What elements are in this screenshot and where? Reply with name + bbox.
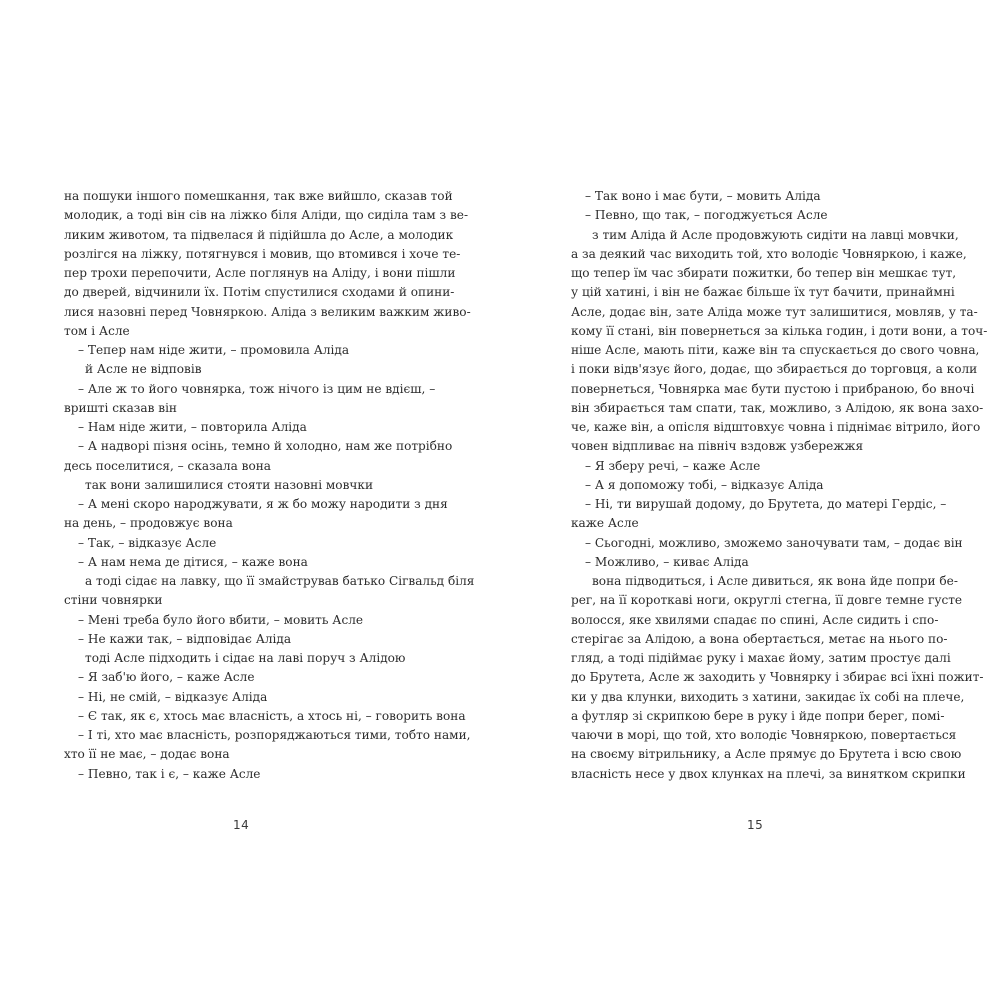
text-line: розлігся на ліжку, потягнувся і мовив, що втомився і хоче те-	[64, 246, 461, 261]
text-line: і поки відв'язує його, додає, що збирається до торговця, а коли	[571, 362, 978, 377]
text-line: так вони залишилися стояти назовні мовчки	[85, 477, 374, 492]
text-line: а тоді сідає на лавку, що її змайстрував батько Сігвальд біля	[85, 574, 475, 588]
text-line: до Брутета, Асле ж заходить у Човнярку і збирає всі їхні пожит-	[571, 670, 984, 685]
text-line: – Так, – відказує Асле	[78, 535, 217, 550]
text-line: він збирається там спати, так, можливо, з Алідою, як вона захо-	[571, 400, 984, 415]
text-line: – Так воно і має бути, – мовить Аліда	[585, 189, 821, 203]
text-line: – Нам ніде жити, – повторила Аліда	[78, 420, 307, 434]
text-line: молодик, а тоді він сів на ліжко біля Аліди, що сиділа там з ве-	[64, 208, 469, 223]
text-line: вришті сказав він	[64, 400, 177, 415]
text-line: – А мені скоро народжувати, я ж бо можу народити з дня	[78, 497, 448, 511]
text-line: – Є так, як є, хтось має власність, а хтось ні, – говорить вона	[78, 708, 466, 723]
text-line: на пошуки іншого помешкання, так вже вийшло, сказав той	[64, 189, 453, 203]
text-line: а за деякий час виходить той, хто володіє Човняркою, і каже,	[571, 246, 967, 261]
text-line: до дверей, відчинили їх. Потім спустилися сходами й опини-	[64, 285, 455, 300]
text-line: власність несе у двох клунках на плечі, за винятком скрипки	[571, 766, 966, 781]
text-line: каже Асле	[571, 516, 639, 531]
right-page-text	[571, 187, 988, 784]
text-line: кому її стані, він повернеться за кілька годин, і доти вони, а точ-	[571, 323, 988, 338]
text-line: – А я допоможу тобі, – відказує Аліда	[585, 477, 824, 492]
text-line: хто її не має, – додає вона	[64, 747, 230, 762]
text-line: гляд, а тоді підіймає руку і махає йому, затим простує далі	[571, 651, 951, 665]
text-line: стіни човнярки	[64, 593, 163, 608]
text-line: – Я заб'ю його, – каже Асле	[78, 670, 255, 685]
text-line: а футляр зі скрипкою бере в руку і йде попри берег, помі-	[571, 708, 945, 723]
text-line: ніше Асле, мають піти, каже він та спускається до свого човна,	[571, 343, 980, 357]
text-line: стерігає за Алідою, а вона обертається, метає на нього по-	[571, 631, 948, 646]
text-line: що тепер їм час збирати пожитки, бо тепер він мешкає тут,	[571, 266, 957, 280]
text-line: вона підводиться, і Асле дивиться, як вона йде попри бе-	[592, 574, 958, 588]
text-line: – Не кажи так, – відповідає Аліда	[78, 631, 292, 646]
text-line: че, каже він, а опісля відштовхує човна і піднімає вітрило, його	[571, 420, 981, 434]
text-line: том і Асле	[64, 323, 130, 338]
text-line: – Ні, ти вирушай додому, до Брутета, до матері Гердіс, –	[585, 497, 947, 511]
text-line: чаючи в морі, що той, хто володіє Човняркою, повертається	[571, 728, 957, 742]
text-line: тоді Асле підходить і сідає на лаві поруч з Алідою	[85, 651, 406, 665]
text-line: рег, на її короткаві ноги, округлі стегна, її довге темне густе	[571, 593, 963, 608]
text-line: – А надворі пізня осінь, темно й холодно, нам же потрібно	[78, 439, 453, 454]
text-line: ки у два клунки, виходить з хатини, закидає їх собі на плече,	[571, 689, 965, 704]
text-line: пер трохи перепочити, Асле поглянув на Аліду, і вони пішли	[64, 266, 456, 280]
text-line: – Сьогодні, можливо, зможемо заночувати там, – додає він	[585, 535, 963, 550]
text-line: – Мені треба було його вбити, – мовить Асле	[78, 612, 364, 627]
text-line: волосся, яке хвилями спадає по спині, Асле сидить і спо-	[571, 612, 939, 627]
text-line: – А нам нема де дітися, – каже вона	[78, 554, 308, 569]
text-line: – Ні, не смій, – відказує Аліда	[78, 689, 268, 704]
page-number-left: 14	[233, 818, 250, 832]
text-line: на своєму вітрильнику, а Асле прямує до Брутета і всю свою	[571, 747, 962, 762]
text-line: у цій хатині, і він не бажає більше їх тут бачити, принаймні	[571, 285, 955, 300]
text-line: – Певно, що так, – погоджується Асле	[585, 208, 828, 223]
left-page-text	[64, 187, 475, 784]
text-line: – І ті, хто має власність, розпоряджаються тими, тобто нами,	[78, 728, 471, 742]
text-line: – Я зберу речі, – каже Асле	[585, 458, 761, 473]
text-line: лися назовні перед Човняркою. Аліда з великим важким живо-	[64, 304, 471, 319]
text-line: – Тепер нам ніде жити, – промовила Аліда	[78, 343, 350, 357]
text-line: повернеться, Човнярка має бути пустою і прибраною, бо вночі	[571, 381, 975, 396]
page-number-right: 15	[747, 818, 764, 832]
text-line: – Певно, так і є, – каже Асле	[78, 766, 261, 781]
text-line: Асле, додає він, зате Аліда може тут залишитися, мовляв, у та-	[571, 304, 978, 319]
text-line: – Але ж то його човнярка, тож нічого із цим не вдієш, –	[78, 381, 436, 396]
text-line: й Асле не відповів	[85, 362, 202, 377]
text-line: на день, – продовжує вона	[64, 516, 233, 531]
text-line: десь поселитися, – сказала вона	[64, 458, 271, 473]
text-line: човен відпливає на північ вздовж узбережжя	[571, 439, 864, 454]
text-line: з тим Аліда й Асле продовжують сидіти на лавці мовчки,	[592, 227, 959, 242]
text-line: ликим животом, та підвелася й підійшла до Асле, а молодик	[64, 227, 454, 242]
text-line: – Можливо, – киває Аліда	[585, 554, 749, 569]
